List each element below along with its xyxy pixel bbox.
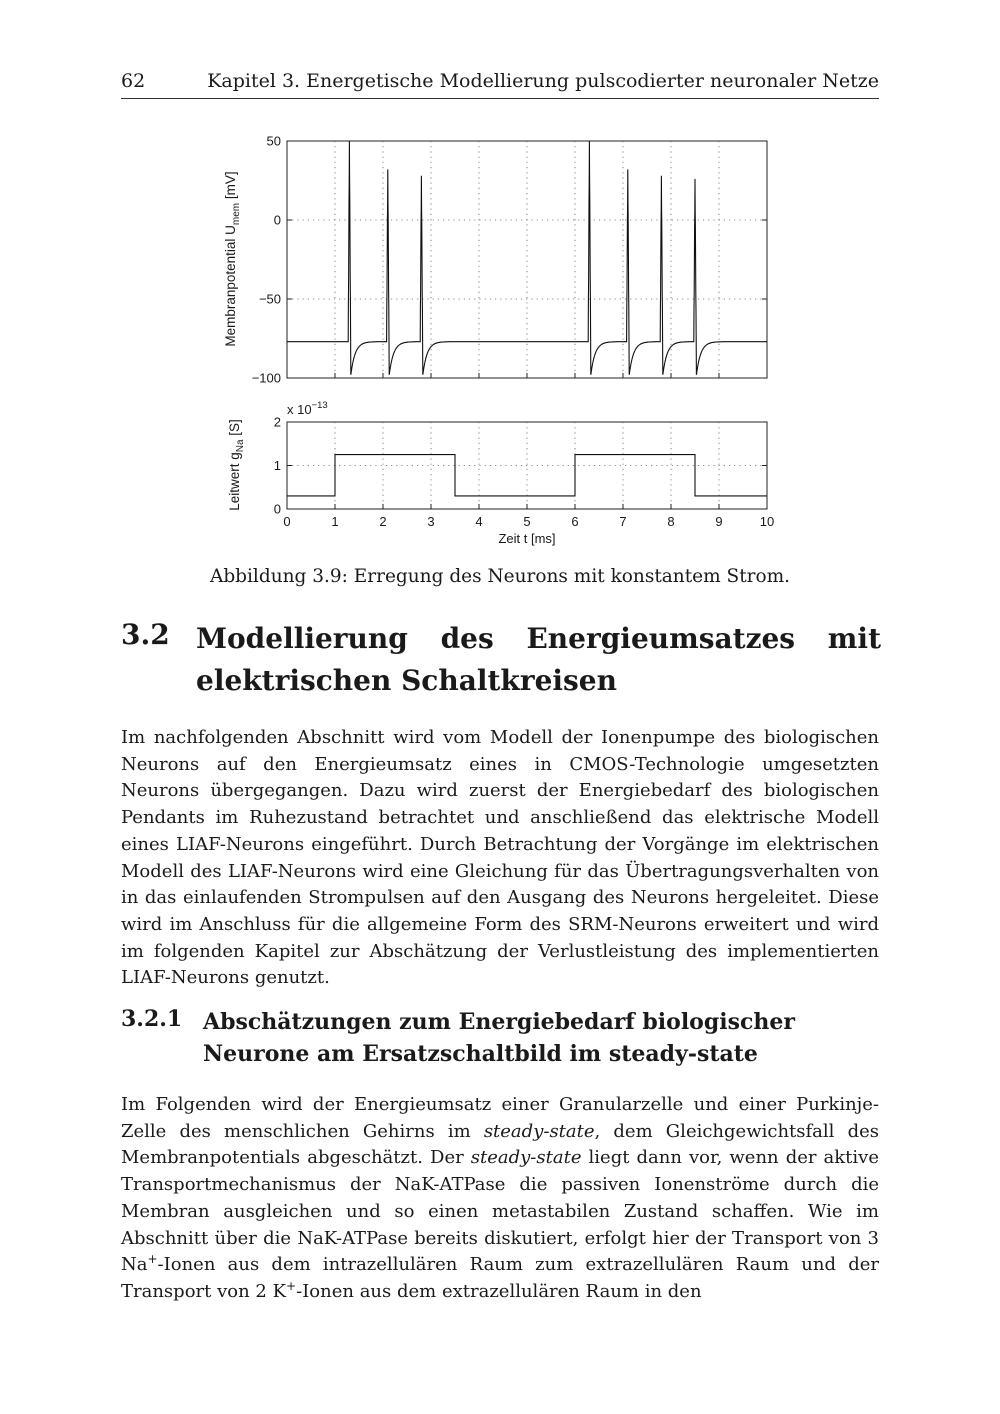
x-tick-label: 8 [667, 514, 675, 529]
x-tick-label: 4 [475, 514, 483, 529]
y-tick-label: 1 [273, 458, 281, 473]
membrane-potential-plot [223, 134, 767, 386]
x-tick-label: 9 [715, 514, 723, 529]
top-plot-y-ticks [252, 134, 767, 386]
x-tick-label: 10 [759, 514, 775, 529]
top-plot-grid [287, 141, 767, 378]
x-tick-label: 6 [571, 514, 579, 529]
scale-label: x $10^{-13}$ [287, 400, 328, 417]
bottom-plot-x-ticks [283, 373, 774, 529]
subsection-number: 3.2.1 [121, 1006, 183, 1032]
y-tick-label: 0 [273, 212, 281, 228]
top-plot-frame [287, 141, 767, 378]
x-tick-label: 2 [379, 514, 387, 529]
y-tick-label: 0 [273, 501, 281, 517]
paragraph-steady-state: Im Folgenden wird der Energieumsatz einer Granularzelle und einer Purkinje-Zelle des menschlichen Gehirns im steady-state, dem Gleichgewichtsfall des Membranpotentials abgeschätzt. Der steady-state liegt dann vor, wenn der aktive Transportmechanismus der NaK-ATPase die passiven Ionenströme durch die Membran ausgleichen und so einen metastabilen Zustand schaffen. Wie im Abschnitt über die NaK-ATPase bereits diskutiert, erfolgt hier der Transport von 3 Na+-Ionen aus dem intrazellulären Raum zum extrazellulären Raum und der Transport von 2 K+-Ionen aus dem extrazellulären Raum in den [121, 1094, 879, 1302]
page-number: 62 [121, 70, 146, 92]
section-title: Modellierung des Energieumsatzes mit elektrischen Schaltkreisen [196, 622, 881, 697]
paragraph-intro: Im nachfolgenden Abschnitt wird vom Modell der Ionenpumpe des biologischen Neurons auf den Energieumsatz eines in CMOS-Technologie umgesetzten Neurons übergegangen. Dazu wird zuerst der Energiebedarf des biologischen Pendants im Ruhezustand betrachtet und anschließend das elektrische Modell eines LIAF-Neurons eingeführt. Durch Betrachtung der Vorgänge im elektrischen Modell des LIAF-Neurons wird eine Gleichung für das Übertragungsverhalten von in das einlaufenden Strompulsen auf den Ausgang des Neurons hergeleitet. Diese wird im Anschluss für die allgemeine Form des SRM-Neurons erweitert und wird im folgenden Kapitel zur Abschätzung der Verlustleistung des implementierten LIAF-Neurons genutzt. [121, 727, 879, 989]
figure-3-9 [210, 125, 790, 555]
top-plot-ylabel: Membranpotential $U_{mem}$ [mV] [223, 171, 242, 347]
x-tick-label: 7 [619, 514, 627, 529]
running-head [121, 70, 879, 99]
x-tick-label: 3 [427, 514, 435, 529]
y-tick-label: −50 [258, 291, 281, 307]
conductance-plot [227, 370, 775, 546]
x-tick-label: 5 [523, 514, 531, 529]
y-tick-label: 50 [266, 133, 281, 149]
subsection-title: Abschätzungen zum Energiebedarf biologischer Neurone am Ersatzschaltbild im steady-state [203, 1009, 795, 1067]
y-tick-label: −100 [251, 370, 281, 386]
x-tick-label: 1 [331, 514, 339, 529]
y-tick-label: 2 [273, 414, 281, 430]
x-axis-label: Zeit t [ms] [498, 531, 556, 546]
running-title: Kapitel 3. Energetische Modellierung pulscodierter neuronaler Netze [207, 70, 879, 92]
figure-caption: Abbildung 3.9: Erregung des Neurons mit konstantem Strom. [209, 566, 791, 587]
section-number: 3.2 [121, 618, 170, 651]
x-tick-label: 0 [283, 514, 291, 529]
bottom-plot-ylabel: Leitwert $g_{Na}$ [S] [227, 419, 246, 511]
